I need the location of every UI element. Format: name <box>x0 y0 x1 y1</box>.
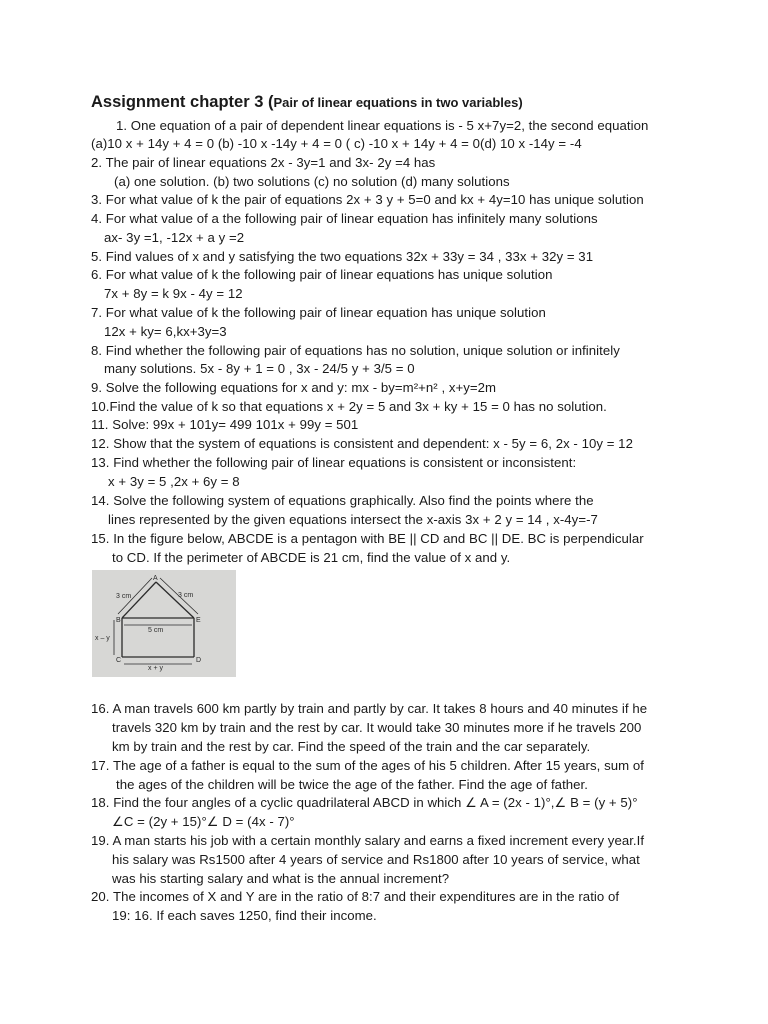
question-3: 3. For what value of k the pair of equations 2x + 3 y + 5=0 and kx + 4y=10 has unique solution <box>91 192 644 207</box>
question-16-line-3: km by train and the rest by car. Find the speed of the train and the car separately. <box>112 739 591 754</box>
question-19-line-2: his salary was Rs1500 after 4 years of service and Rs1800 after 10 years of service, what <box>112 852 640 867</box>
bc-length-label: x – y <box>95 635 110 642</box>
pentagon-diagram <box>92 570 236 677</box>
vertex-a-label: A <box>153 575 158 582</box>
question-6-line-2: 7x + 8y = k 9x - 4y = 12 <box>104 286 243 301</box>
question-20-line-1: 20. The incomes of X and Y are in the ratio of 8:7 and their expenditures are in the ratio of <box>91 889 620 904</box>
question-12: 12. Show that the system of equations is consistent and dependent: x - 5y = 6, 2x - 10y = 12 <box>91 436 633 451</box>
question-18-line-1: 18. Find the four angles of a cyclic quadrilateral ABCD in which ∠ A = (2x - 1)°,∠ B = (y + 5)° <box>91 795 638 810</box>
question-11: 11. Solve: 99x + 101y= 499 101x + 99y = 501 <box>91 417 359 432</box>
question-2-options: (a) one solution. (b) two solutions (c) no solution (d) many solutions <box>114 174 510 189</box>
question-4-line-1: 4. For what value of a the following pair of linear equation has infinitely many solutions <box>91 211 598 226</box>
question-8-line-2: many solutions. 5x - 8y + 1 = 0 , 3x - 24/5 y + 3/5 = 0 <box>104 361 415 376</box>
question-8-line-1: 8. Find whether the following pair of equations has no solution, unique solution or infinitely <box>91 343 620 358</box>
question-14-line-2: lines represented by the given equations intersect the x-axis 3x + 2 y = 14 , x-4y=-7 <box>108 512 598 527</box>
question-16-line-1: 16. A man travels 600 km partly by train and partly by car. It takes 8 hours and 40 minutes if he <box>91 701 648 716</box>
vertex-c-label: C <box>116 657 122 664</box>
ae-length-label: 3 cm <box>178 592 194 599</box>
title-subtitle: Pair of linear equations in two variables) <box>273 95 523 110</box>
question-7-line-2: 12x + ky= 6,kx+3y=3 <box>104 324 227 339</box>
question-19-line-3: was his starting salary and what is the annual increment? <box>112 871 450 886</box>
question-17-line-1: 17. The age of a father is equal to the sum of the ages of his 5 children. After 15 years, sum of <box>91 758 644 773</box>
question-9: 9. Solve the following equations for x and y: mx - by=m²+n² , x+y=2m <box>91 380 497 395</box>
ab-length-label: 3 cm <box>116 593 132 600</box>
question-6-line-1: 6. For what value of k the following pair of linear equations has unique solution <box>91 267 553 282</box>
vertex-b-label: B <box>116 617 121 624</box>
question-19-line-1: 19. A man starts his job with a certain monthly salary and earns a fixed increment every year.If <box>91 833 645 848</box>
be-length-label: 5 cm <box>148 627 164 634</box>
vertex-e-label: E <box>196 617 201 624</box>
question-1-line-1: 1. One equation of a pair of dependent linear equations is - 5 x+7y=2, the second equation <box>116 118 649 133</box>
vertex-d-label: D <box>196 657 202 664</box>
question-17-line-2: the ages of the children will be twice the age of the father. Find the age of father. <box>116 777 588 792</box>
cd-length-label: x + y <box>148 665 163 672</box>
assignment-title <box>91 93 523 112</box>
edge-ae <box>156 582 194 618</box>
question-14-line-1: 14. Solve the following system of equations graphically. Also find the points where the <box>91 493 594 508</box>
question-13-line-1: 13. Find whether the following pair of linear equations is consistent or inconsistent: <box>91 455 577 470</box>
question-2-line-1: 2. The pair of linear equations 2x - 3y=1 and 3x- 2y =4 has <box>91 155 436 170</box>
question-5: 5. Find values of x and y satisfying the two equations 32x + 33y = 34 , 33x + 32y = 31 <box>91 249 594 264</box>
question-13-line-2: x + 3y = 5 ,2x + 6y = 8 <box>108 474 240 489</box>
question-10: 10.Find the value of k so that equations x + 2y = 5 and 3x + ky + 15 = 0 has no solution. <box>91 399 607 414</box>
edge-ab <box>122 582 156 618</box>
question-1-options: (a)10 x + 14y + 4 = 0 (b) -10 x -14y + 4 = 0 ( c) -10 x + 14y + 4 = 0(d) 10 x -14y = -4 <box>91 136 582 151</box>
question-7-line-1: 7. For what value of k the following pair of linear equation has unique solution <box>91 305 546 320</box>
question-16-line-2: travels 320 km by train and the rest by car. It would take 30 minutes more if he travels 200 <box>112 720 642 735</box>
question-18-line-2: ∠C = (2y + 15)°∠ D = (4x - 7)° <box>112 814 295 829</box>
question-15-line-1: 15. In the figure below, ABCDE is a pentagon with BE || CD and BC || DE. BC is perpendicular <box>91 531 644 546</box>
pentagon-figure <box>92 570 236 677</box>
question-15-line-2: to CD. If the perimeter of ABCDE is 21 cm, find the value of x and y. <box>112 550 511 565</box>
question-20-line-2: 19: 16. If each saves 1250, find their income. <box>112 908 377 923</box>
title-main: Assignment chapter 3 ( <box>91 93 274 111</box>
question-4-line-2: ax- 3y =1, -12x + a y =2 <box>104 230 245 245</box>
